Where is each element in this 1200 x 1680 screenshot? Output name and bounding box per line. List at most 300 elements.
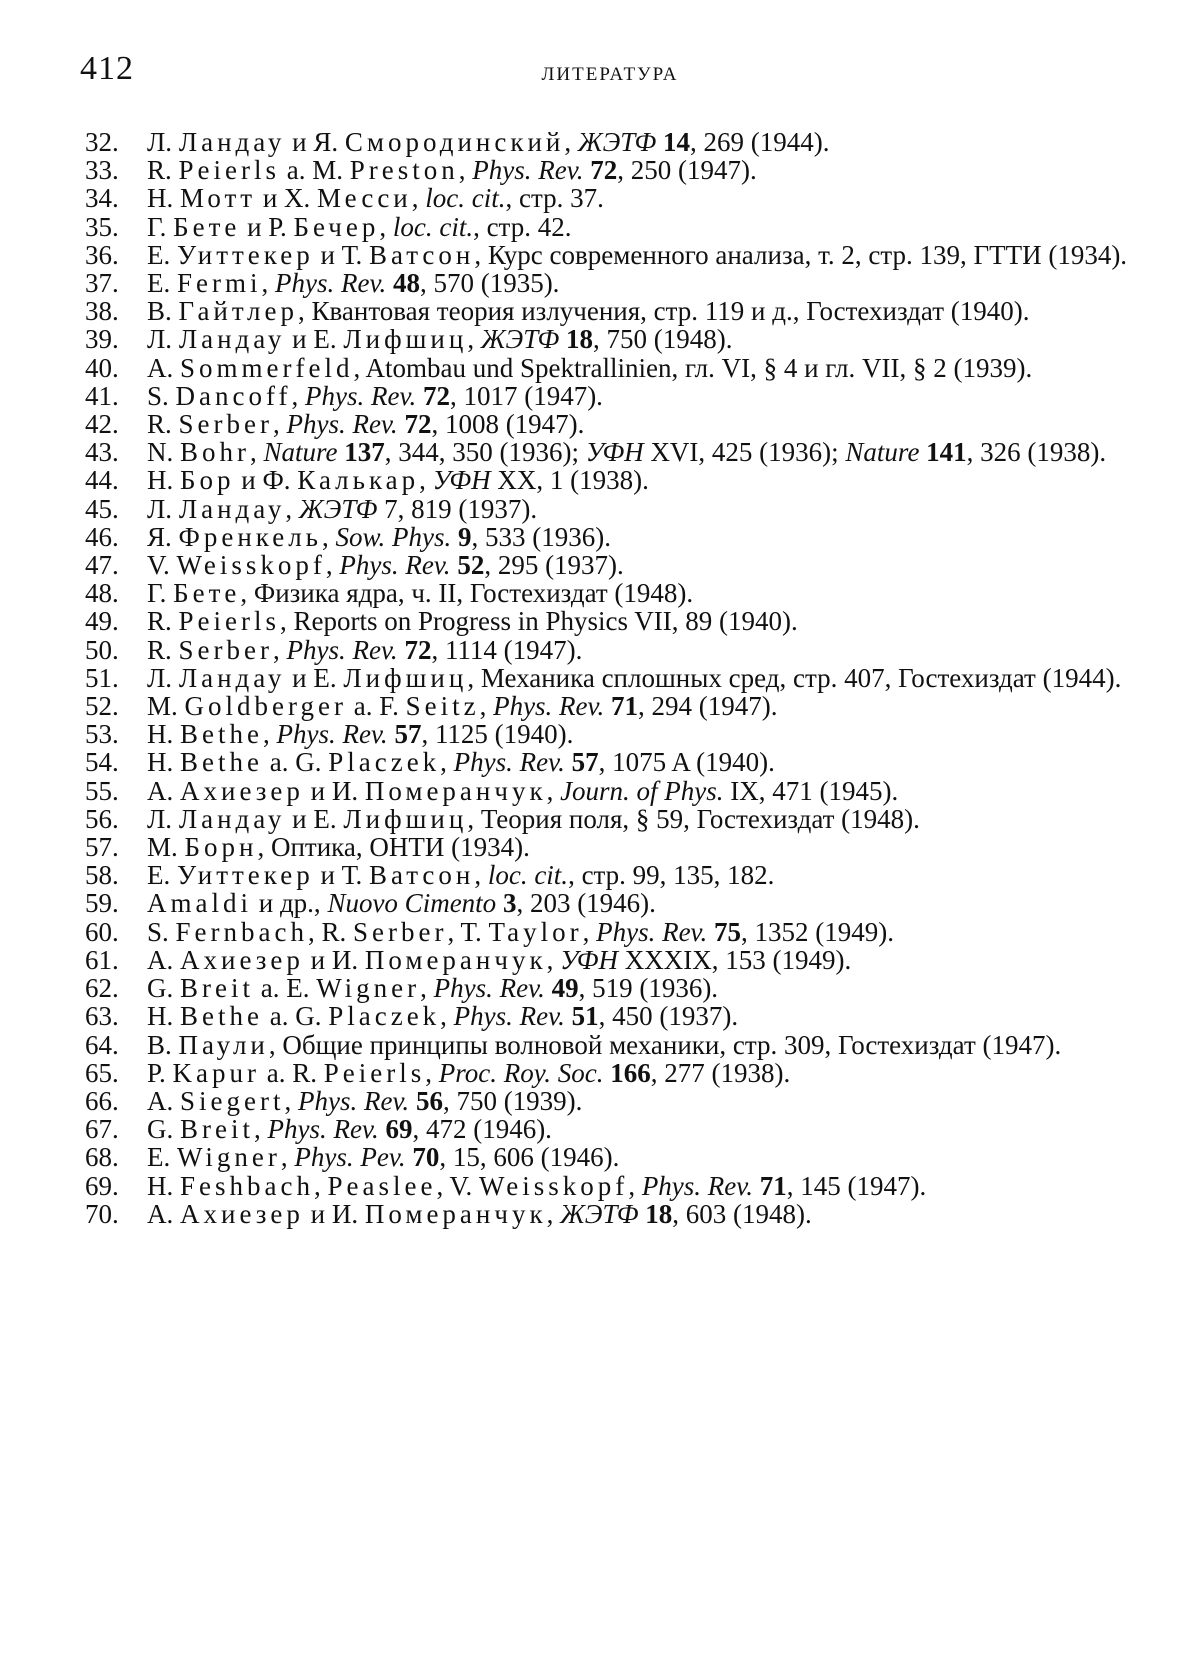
citation-text: G. [147, 973, 180, 1004]
volume-number: 57 [571, 747, 599, 778]
citation-text [656, 127, 663, 157]
citation-text: a. G. [262, 747, 329, 778]
citation-text: , [272, 634, 287, 665]
journal-title: Phys. Rev. [275, 268, 387, 299]
author-name: Serber [178, 409, 273, 440]
citation-text: , [254, 1114, 268, 1145]
author-name: Ландау [178, 324, 286, 355]
author-name: Kapur [172, 1057, 261, 1088]
citation-text: a. F. [346, 691, 406, 722]
reference-item [85, 213, 1145, 241]
citation-text: 7, 819 (1937). [377, 493, 538, 524]
citation-text: , [546, 775, 561, 806]
reference-number: 45. [85, 493, 119, 524]
citation-text: и Х. [256, 183, 318, 214]
citation-text [496, 888, 503, 918]
citation-text: , 250 (1947). [617, 155, 757, 186]
volume-number: 14 [663, 127, 691, 157]
citation-text: V. [147, 550, 177, 581]
author-name: Feshbach [180, 1170, 314, 1201]
reference-number: 51. [85, 662, 119, 693]
citation-text: , 472 (1946). [412, 1114, 552, 1145]
citation-text [753, 1171, 760, 1201]
journal-title: Phys. Rev. [286, 409, 398, 440]
citation-text: IX, 471 (1945). [723, 775, 899, 806]
reference-item [85, 918, 1145, 946]
journal-title: loc. cit. [487, 860, 569, 891]
journal-title: Phys. Rev. [286, 634, 398, 665]
citation-text: , [379, 211, 393, 242]
citation-text: , V. [436, 1170, 479, 1201]
reference-number: 65. [85, 1057, 119, 1088]
reference-item [85, 1031, 1145, 1059]
reference-number: 68. [85, 1142, 119, 1173]
journal-title: loc. cit. [425, 183, 506, 214]
reference-item [85, 720, 1145, 748]
reference-number: 69. [85, 1170, 119, 1201]
reference-item [85, 1059, 1145, 1087]
volume-number: 48 [392, 268, 420, 299]
author-name: Placzek [328, 1001, 441, 1032]
volume-number: 69 [385, 1114, 413, 1145]
citation-text: , 295 (1937). [484, 550, 624, 581]
author-name: Sommerfeld [180, 352, 354, 383]
citation-text: , Курс современного анализа, т. 2, стр. 139, ГТТИ (1934). [474, 239, 1128, 270]
page-number: 412 [80, 50, 134, 87]
volume-number: 141 [926, 437, 967, 468]
author-name: Dancoff [175, 380, 292, 411]
author-name: Weisskopf [176, 550, 326, 581]
reference-number: 37. [85, 268, 119, 299]
reference-item [85, 297, 1145, 325]
citation-text: R. [147, 634, 179, 665]
citation-text: , 603 (1948). [672, 1198, 812, 1229]
author-name: Wigner [316, 973, 421, 1004]
reference-item [85, 325, 1145, 353]
citation-text: , [250, 437, 264, 468]
volume-number: 71 [611, 691, 639, 722]
reference-number: 64. [85, 1029, 119, 1060]
reference-number: 55. [85, 775, 119, 806]
citation-text: , [272, 409, 287, 440]
citation-text: Н. [147, 183, 180, 214]
author-name: Гайтлер [178, 296, 298, 327]
citation-text: , [284, 1085, 298, 1116]
citation-text: , 1352 (1949). [741, 916, 895, 947]
citation-text: R. [147, 155, 179, 186]
citation-text: , 570 (1935). [419, 268, 560, 299]
reference-item [85, 748, 1145, 776]
author-name: Померанчук [364, 1198, 547, 1229]
reference-number: 49. [85, 606, 119, 637]
citation-text [559, 324, 566, 354]
reference-number: 58. [85, 860, 119, 891]
citation-text: E. [147, 1142, 177, 1173]
journal-title: loc. cit. [392, 211, 474, 242]
volume-number: 57 [394, 719, 422, 750]
citation-text: H. [147, 747, 180, 778]
citation-text: R. [147, 606, 179, 637]
author-name: Месси [317, 183, 412, 214]
volume-number: 72 [422, 380, 450, 411]
citation-text: Л. [147, 324, 179, 355]
reference-number: 60. [85, 916, 119, 947]
citation-text: , [546, 944, 561, 975]
volume-number: 51 [571, 1001, 599, 1032]
citation-text: Г. [147, 578, 174, 609]
citation-text: a. M. [280, 155, 350, 186]
reference-number: 59. [85, 888, 119, 919]
journal-title: ЖЭТФ [480, 324, 560, 355]
author-name: Уиттекер [177, 239, 314, 270]
citation-text: , [440, 1001, 454, 1032]
reference-item [85, 184, 1145, 212]
volume-number: 72 [404, 634, 432, 665]
citation-text: , 344, 350 (1936); [384, 437, 586, 468]
citation-text: , [280, 1142, 295, 1173]
citation-text: , 1075 A (1940). [598, 747, 775, 778]
citation-text: , [564, 127, 578, 157]
reference-item [85, 523, 1145, 551]
journal-title: Phys. Rev. [641, 1170, 754, 1201]
citation-text: , 1017 (1947). [449, 380, 603, 411]
citation-text: В. [147, 1029, 179, 1060]
citation-text: A. [147, 352, 180, 383]
author-name: Ахиезер [180, 1198, 304, 1229]
citation-text [565, 1001, 572, 1031]
citation-text: , [411, 183, 426, 214]
author-name: Breit [180, 1114, 254, 1145]
running-title: ЛИТЕРАТУРА [541, 64, 679, 85]
citation-text: и Е. [285, 803, 344, 834]
citation-text: Л. [147, 662, 179, 693]
reference-item [85, 1002, 1145, 1030]
author-name: Taylor [488, 916, 583, 947]
reference-number: 56. [85, 803, 119, 834]
citation-text: , 750 (1939). [442, 1085, 583, 1116]
volume-number: 52 [457, 550, 485, 581]
reference-number: 50. [85, 634, 119, 665]
citation-text: N. [147, 437, 180, 468]
citation-text: , 519 (1936). [578, 973, 719, 1004]
volume-number: 72 [404, 409, 432, 440]
citation-text [451, 522, 458, 552]
citation-text [386, 268, 393, 298]
citation-text: , 750 (1948). [593, 324, 733, 355]
citation-text: S. [147, 916, 176, 947]
author-name: Мотт [180, 183, 257, 214]
citation-text: , [285, 493, 299, 524]
reference-item [85, 946, 1145, 974]
author-name: Бете [173, 578, 241, 609]
reference-item [85, 241, 1145, 269]
citation-text: , [419, 465, 433, 496]
journal-title: Phys. Rev. [472, 155, 584, 186]
author-name: Amaldi [147, 888, 252, 919]
reference-number: 52. [85, 691, 119, 722]
author-name: Ландау [178, 493, 286, 524]
citation-text: , [325, 550, 340, 581]
reference-number: 32. [85, 127, 119, 157]
author-name: Placzek [328, 747, 441, 778]
reference-number: 70. [85, 1198, 119, 1229]
citation-text: , [479, 691, 494, 722]
citation-text: , стр. 99, 135, 182. [568, 860, 775, 891]
journal-title: Nature [845, 437, 920, 468]
citation-text: , [322, 521, 336, 552]
reference-number: 54. [85, 747, 119, 778]
journal-title: ЖЭТФ [298, 493, 378, 524]
citation-text: , [262, 719, 277, 750]
author-name: Померанчук [364, 944, 547, 975]
reference-item [85, 664, 1145, 692]
reference-item [85, 1200, 1145, 1228]
journal-title: Nuovo Cimento [327, 888, 497, 919]
author-name: Fermi [177, 268, 262, 299]
author-name: Ахиезер [180, 944, 304, 975]
volume-number: 18 [645, 1198, 673, 1229]
reference-item [85, 382, 1145, 410]
reference-item [85, 692, 1145, 720]
reference-number: 42. [85, 409, 119, 440]
reference-number: 63. [85, 1001, 119, 1032]
journal-title: УФН [560, 944, 619, 975]
citation-text: , 203 (1946). [516, 888, 656, 919]
citation-text: Е. [147, 860, 177, 891]
author-name: Goldberger [184, 691, 347, 722]
journal-title: Phys. Rev. [267, 1114, 379, 1145]
citation-text: и И. [303, 1198, 365, 1229]
citation-text: , [628, 1170, 642, 1201]
author-name: Бечер [293, 211, 380, 242]
reference-number: 61. [85, 944, 119, 975]
author-name: Калькар [297, 465, 420, 496]
citation-text: H. [147, 1170, 180, 1201]
journal-title: Phys. Rev. [339, 550, 451, 581]
journal-title: ЖЭТФ [577, 127, 657, 157]
reference-number: 36. [85, 239, 119, 270]
author-name: Смородинский [344, 127, 565, 157]
citation-text: , [467, 324, 481, 355]
reference-number: 44. [85, 465, 119, 496]
reference-item [85, 805, 1145, 833]
citation-text: , 277 (1938). [650, 1057, 791, 1088]
journal-title: Nature [263, 437, 338, 468]
citation-text: , 145 (1947). [786, 1170, 927, 1201]
citation-text: a. G. [262, 1001, 329, 1032]
author-name: Ватсон [368, 860, 475, 891]
citation-text: , [458, 155, 473, 186]
author-name: Bohr [180, 437, 250, 468]
citation-text: М. [147, 832, 185, 863]
journal-title: Phys. Pev. [294, 1142, 406, 1173]
author-name: Preston [349, 155, 459, 186]
citation-text: и Т. [313, 860, 369, 891]
reference-number: 39. [85, 324, 119, 355]
author-name: Peaslee [327, 1170, 437, 1201]
citation-text: и И. [303, 775, 365, 806]
author-name: Ландау [178, 127, 286, 157]
reference-item [85, 607, 1145, 635]
author-name: Бор [180, 465, 235, 496]
journal-title: Phys. Rev. [453, 1001, 565, 1032]
citation-text: Г. [147, 211, 174, 242]
citation-text: XXXIX, 153 (1949). [618, 944, 852, 975]
reference-number: 62. [85, 973, 119, 1004]
citation-text: M. [147, 691, 185, 722]
reference-number: 67. [85, 1114, 119, 1145]
reference-item [85, 636, 1145, 664]
reference-item [85, 156, 1145, 184]
reference-list [85, 128, 1145, 1228]
reference-number: 53. [85, 719, 119, 750]
author-name: Seitz [405, 691, 480, 722]
volume-number: 166 [610, 1057, 651, 1088]
citation-text: , [425, 1057, 439, 1088]
journal-title: УФН [585, 437, 644, 468]
reference-number: 38. [85, 296, 119, 327]
journal-title: Journ. of Phys. [560, 775, 724, 806]
reference-item [85, 466, 1145, 494]
citation-text: А. [147, 775, 180, 806]
reference-number: 41. [85, 380, 119, 411]
citation-text: , Общие принципы волновой механики, стр. 309, Гостехиздат (1947). [268, 1029, 1062, 1060]
reference-number: 47. [85, 550, 119, 581]
citation-text: , Теория поля, § 59, Гостехиздат (1948). [467, 803, 920, 834]
citation-text: , R. [308, 916, 354, 947]
citation-text: XVI, 425 (1936); [643, 437, 846, 468]
reference-item [85, 579, 1145, 607]
reference-number: 34. [85, 183, 119, 214]
citation-text: , [546, 1198, 561, 1229]
reference-item [85, 495, 1145, 523]
citation-text: , Физика ядра, ч. II, Гостехиздат (1948). [240, 578, 694, 609]
reference-item [85, 1172, 1145, 1200]
volume-number: 75 [714, 916, 742, 947]
author-name: Peierls [178, 155, 281, 186]
citation-text: А. [147, 1198, 180, 1229]
citation-text: P. [147, 1057, 173, 1088]
journal-title: Phys. Rev. [297, 1085, 410, 1116]
reference-item [85, 128, 1145, 156]
citation-text: , 533 (1936). [471, 521, 611, 552]
reference-number: 43. [85, 437, 119, 468]
author-name: Лифшиц [343, 662, 468, 693]
author-name: Ахиезер [180, 775, 304, 806]
reference-item [85, 777, 1145, 805]
citation-text: и Я. [285, 127, 345, 157]
author-name: Bethe [180, 719, 263, 750]
citation-text: , Квантовая теория излучения, стр. 119 и д., Гостехиздат (1940). [297, 296, 1030, 327]
reference-item [85, 1115, 1145, 1143]
author-name: Померанчук [364, 775, 547, 806]
citation-text: , Механика сплошных сред, стр. 407, Гостехиздат (1944). [467, 662, 1122, 693]
journal-title: Phys. Rev. [596, 916, 708, 947]
citation-text: a. R. [260, 1057, 324, 1088]
volume-number: 137 [344, 437, 385, 468]
author-name: Ландау [178, 662, 286, 693]
citation-text: , стр. 42. [473, 211, 572, 242]
citation-text: , T. [447, 916, 489, 947]
author-name: Peierls [178, 606, 281, 637]
author-name: Уиттекер [177, 860, 314, 891]
author-name: Bethe [180, 747, 263, 778]
citation-text: Е. [147, 239, 177, 270]
citation-text: , 326 (1938). [966, 437, 1107, 468]
citation-text: , стр. 37. [505, 183, 604, 214]
citation-text: В. [147, 296, 179, 327]
citation-text: S. [147, 380, 176, 411]
citation-text: Л. [147, 127, 179, 157]
journal-title: Sow. Phys. [335, 521, 452, 552]
citation-text: и Р. [240, 211, 294, 242]
volume-number: 18 [566, 324, 593, 355]
citation-text: Я. [147, 521, 179, 552]
citation-text: и Ф. [234, 465, 298, 496]
author-name: Борн [184, 832, 258, 863]
citation-text: G. [147, 1114, 180, 1145]
journal-title: ЖЭТФ [560, 1198, 639, 1229]
citation-text: R. [147, 409, 179, 440]
reference-item [85, 269, 1145, 297]
journal-title: Phys. Rev. [493, 691, 605, 722]
citation-text: , 1008 (1947). [431, 409, 585, 440]
citation-text: , [474, 860, 488, 891]
citation-text: и др., [252, 888, 328, 919]
reference-item [85, 833, 1145, 861]
volume-number: 56 [415, 1085, 443, 1116]
author-name: Fernbach [175, 916, 308, 947]
citation-text: , Atombau und Spektrallinien, гл. VI, § 4 и гл. VII, § 2 (1939). [353, 352, 1033, 383]
author-name: Serber [178, 634, 273, 665]
reference-item [85, 354, 1145, 382]
journal-title: УФН [432, 465, 491, 496]
citation-text: , [261, 268, 275, 299]
citation-text [409, 1086, 416, 1116]
reference-number: 66. [85, 1085, 119, 1116]
author-name: Френкель [178, 521, 322, 552]
author-name: Wigner [177, 1142, 281, 1173]
volume-number: 9 [458, 521, 472, 552]
reference-item [85, 889, 1145, 917]
author-name: Peierls [323, 1057, 426, 1088]
citation-text: XX, 1 (1938). [490, 465, 649, 496]
citation-text: , [582, 916, 597, 947]
page-header [80, 50, 1140, 100]
citation-text [416, 381, 423, 411]
reference-item [85, 438, 1145, 466]
citation-text: , 269 (1944). [690, 127, 830, 157]
citation-text [545, 973, 552, 1003]
reference-number: 57. [85, 832, 119, 863]
citation-text: H. [147, 1001, 180, 1032]
citation-text: , [291, 380, 305, 411]
citation-text: , 1114 (1947). [431, 634, 583, 665]
citation-text: А. [147, 944, 180, 975]
volume-number: 71 [759, 1170, 787, 1201]
citation-text: Л. [147, 493, 179, 524]
citation-text: A. [147, 1085, 180, 1116]
citation-text: , [313, 1170, 328, 1201]
author-name: Лифшиц [343, 324, 468, 355]
citation-text: E. [147, 268, 177, 299]
journal-title: Phys. Rev. [276, 719, 388, 750]
citation-text: H. [147, 719, 180, 750]
author-name: Breit [180, 973, 254, 1004]
citation-text: , 15, 606 (1946). [439, 1142, 620, 1173]
citation-text: , 450 (1937). [598, 1001, 739, 1032]
citation-text: и Е. [285, 324, 344, 355]
